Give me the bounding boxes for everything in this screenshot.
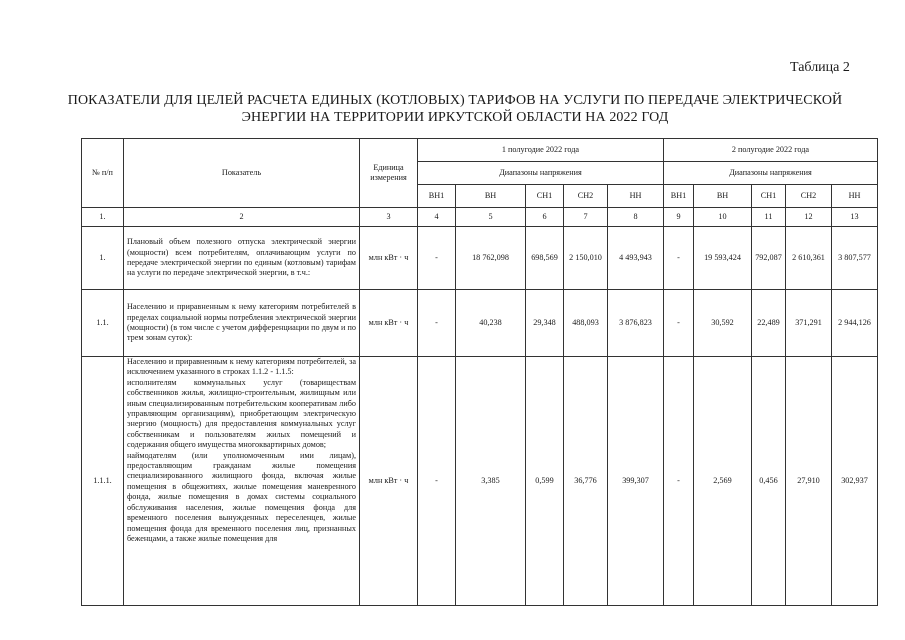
level-sn2: СН2 xyxy=(786,185,832,208)
row-unit: млн кВт · ч xyxy=(360,357,418,606)
header-indicator: Показатель xyxy=(124,139,360,208)
row-value: 698,569 xyxy=(526,227,564,290)
index-row xyxy=(82,208,878,227)
row-value: - xyxy=(418,357,456,606)
row-value: 19 593,424 xyxy=(694,227,752,290)
row-indicator-part: наймодателям (или уполномоченным ими лицам), предоставляющим гражданам жилые помещения специализированного жилищного фонда, включая жилые помещения в общежитиях, жилые помещения маневренного фонда, жилые помещения в домах системы социального обслуживания населения, жилые помещения фонда для временного поселения вынужденных переселенцев, жилые помещения фонда для временного поселения лиц, признанных беженцами, а также жилые помещения для xyxy=(127,450,356,543)
row-indicator-part: Населению и приравненным к нему категориям потребителей, за исключением указанного в строках 1.1.2 - 1.1.5: xyxy=(127,357,356,377)
level-vn1: ВН1 xyxy=(418,185,456,208)
level-vn: ВН xyxy=(694,185,752,208)
row-indicator-part: исполнителям коммунальных услуг (товариществам собственников жилья, жилищно-строительным, жилищным или иным специализированным потребительским кооперативам либо управляющим организациям), приобретающим электрическую энергию (мощность) для предоставления коммунальных услуг собственникам и пользователям жилых помещений и содержания общего имущества многоквартирных домов; xyxy=(127,377,356,450)
row-value: 4 493,943 xyxy=(608,227,664,290)
row-value: 302,937 xyxy=(832,357,878,606)
row-value: 371,291 xyxy=(786,290,832,357)
index-cell: 10 xyxy=(694,208,752,227)
row-unit: млн кВт · ч xyxy=(360,290,418,357)
level-nn: НН xyxy=(608,185,664,208)
table-label: Таблица 2 xyxy=(790,60,850,75)
index-cell: 9 xyxy=(664,208,694,227)
header-ranges-2: Диапазоны напряжения xyxy=(664,162,878,185)
row-value: 3,385 xyxy=(456,357,526,606)
level-sn1: СН1 xyxy=(752,185,786,208)
index-cell: 11 xyxy=(752,208,786,227)
row-value: 36,776 xyxy=(564,357,608,606)
row-value: 3 807,577 xyxy=(832,227,878,290)
row-value: 22,489 xyxy=(752,290,786,357)
index-cell: 5 xyxy=(456,208,526,227)
level-sn1: СН1 xyxy=(526,185,564,208)
row-num: 1.1. xyxy=(82,290,124,357)
header-unit: Единица измерения xyxy=(360,139,418,208)
row-value: 30,592 xyxy=(694,290,752,357)
row-value: 792,087 xyxy=(752,227,786,290)
index-cell: 8 xyxy=(608,208,664,227)
row-value: 18 762,098 xyxy=(456,227,526,290)
row-value: 0,456 xyxy=(752,357,786,606)
level-nn: НН xyxy=(832,185,878,208)
row-indicator: Плановый объем полезного отпуска электрической энергии (мощности) всем потребителям, оплачивающим услуги по передаче электрической энергии по единым (котловым) тарифам на услуги по передаче электрической энергии, в т.ч.: xyxy=(124,227,360,290)
table-row xyxy=(82,357,878,606)
row-value: 0,599 xyxy=(526,357,564,606)
row-value: - xyxy=(664,357,694,606)
index-cell: 6 xyxy=(526,208,564,227)
header-num: № п/п xyxy=(82,139,124,208)
row-value: 399,307 xyxy=(608,357,664,606)
row-value: 488,093 xyxy=(564,290,608,357)
level-sn2: СН2 xyxy=(564,185,608,208)
row-value: - xyxy=(418,227,456,290)
level-vn: ВН xyxy=(456,185,526,208)
row-indicator: Населению и приравненным к нему категориям потребителей в пределах социальной нормы потребления электрической энергии (мощности) (в том числе с учетом дифференциации по двум и по трем зонам суток): xyxy=(124,290,360,357)
header-ranges-1: Диапазоны напряжения xyxy=(418,162,664,185)
row-num: 1. xyxy=(82,227,124,290)
index-cell: 12 xyxy=(786,208,832,227)
row-value: - xyxy=(664,290,694,357)
header-half2: 2 полугодие 2022 года xyxy=(664,139,878,162)
index-cell: 1. xyxy=(82,208,124,227)
row-value: 2 150,010 xyxy=(564,227,608,290)
document-title: ПОКАЗАТЕЛИ ДЛЯ ЦЕЛЕЙ РАСЧЕТА ЕДИНЫХ (КОТЛОВЫХ) ТАРИФОВ НА УСЛУГИ ПО ПЕРЕДАЧЕ ЭЛЕКТРИЧЕСКОЙ ЭНЕРГИИ НА ТЕРРИТОРИИ ИРКУТСКОЙ ОБЛАСТИ НА 2022 ГОД xyxy=(67,93,843,125)
index-cell: 7 xyxy=(564,208,608,227)
row-value: 2 610,361 xyxy=(786,227,832,290)
index-cell: 4 xyxy=(418,208,456,227)
index-cell: 2 xyxy=(124,208,360,227)
row-value: - xyxy=(418,290,456,357)
tariff-table xyxy=(81,138,878,606)
table-row xyxy=(82,227,878,290)
row-value: 27,910 xyxy=(786,357,832,606)
row-value: 2 944,126 xyxy=(832,290,878,357)
row-indicator xyxy=(124,357,360,606)
index-cell: 3 xyxy=(360,208,418,227)
row-unit: млн кВт · ч xyxy=(360,227,418,290)
level-vn1: ВН1 xyxy=(664,185,694,208)
row-num: 1.1.1. xyxy=(82,357,124,606)
row-value: 40,238 xyxy=(456,290,526,357)
header-half1: 1 полугодие 2022 года xyxy=(418,139,664,162)
row-value: - xyxy=(664,227,694,290)
row-value: 29,348 xyxy=(526,290,564,357)
row-value: 2,569 xyxy=(694,357,752,606)
table-row xyxy=(82,290,878,357)
index-cell: 13 xyxy=(832,208,878,227)
row-value: 3 876,823 xyxy=(608,290,664,357)
